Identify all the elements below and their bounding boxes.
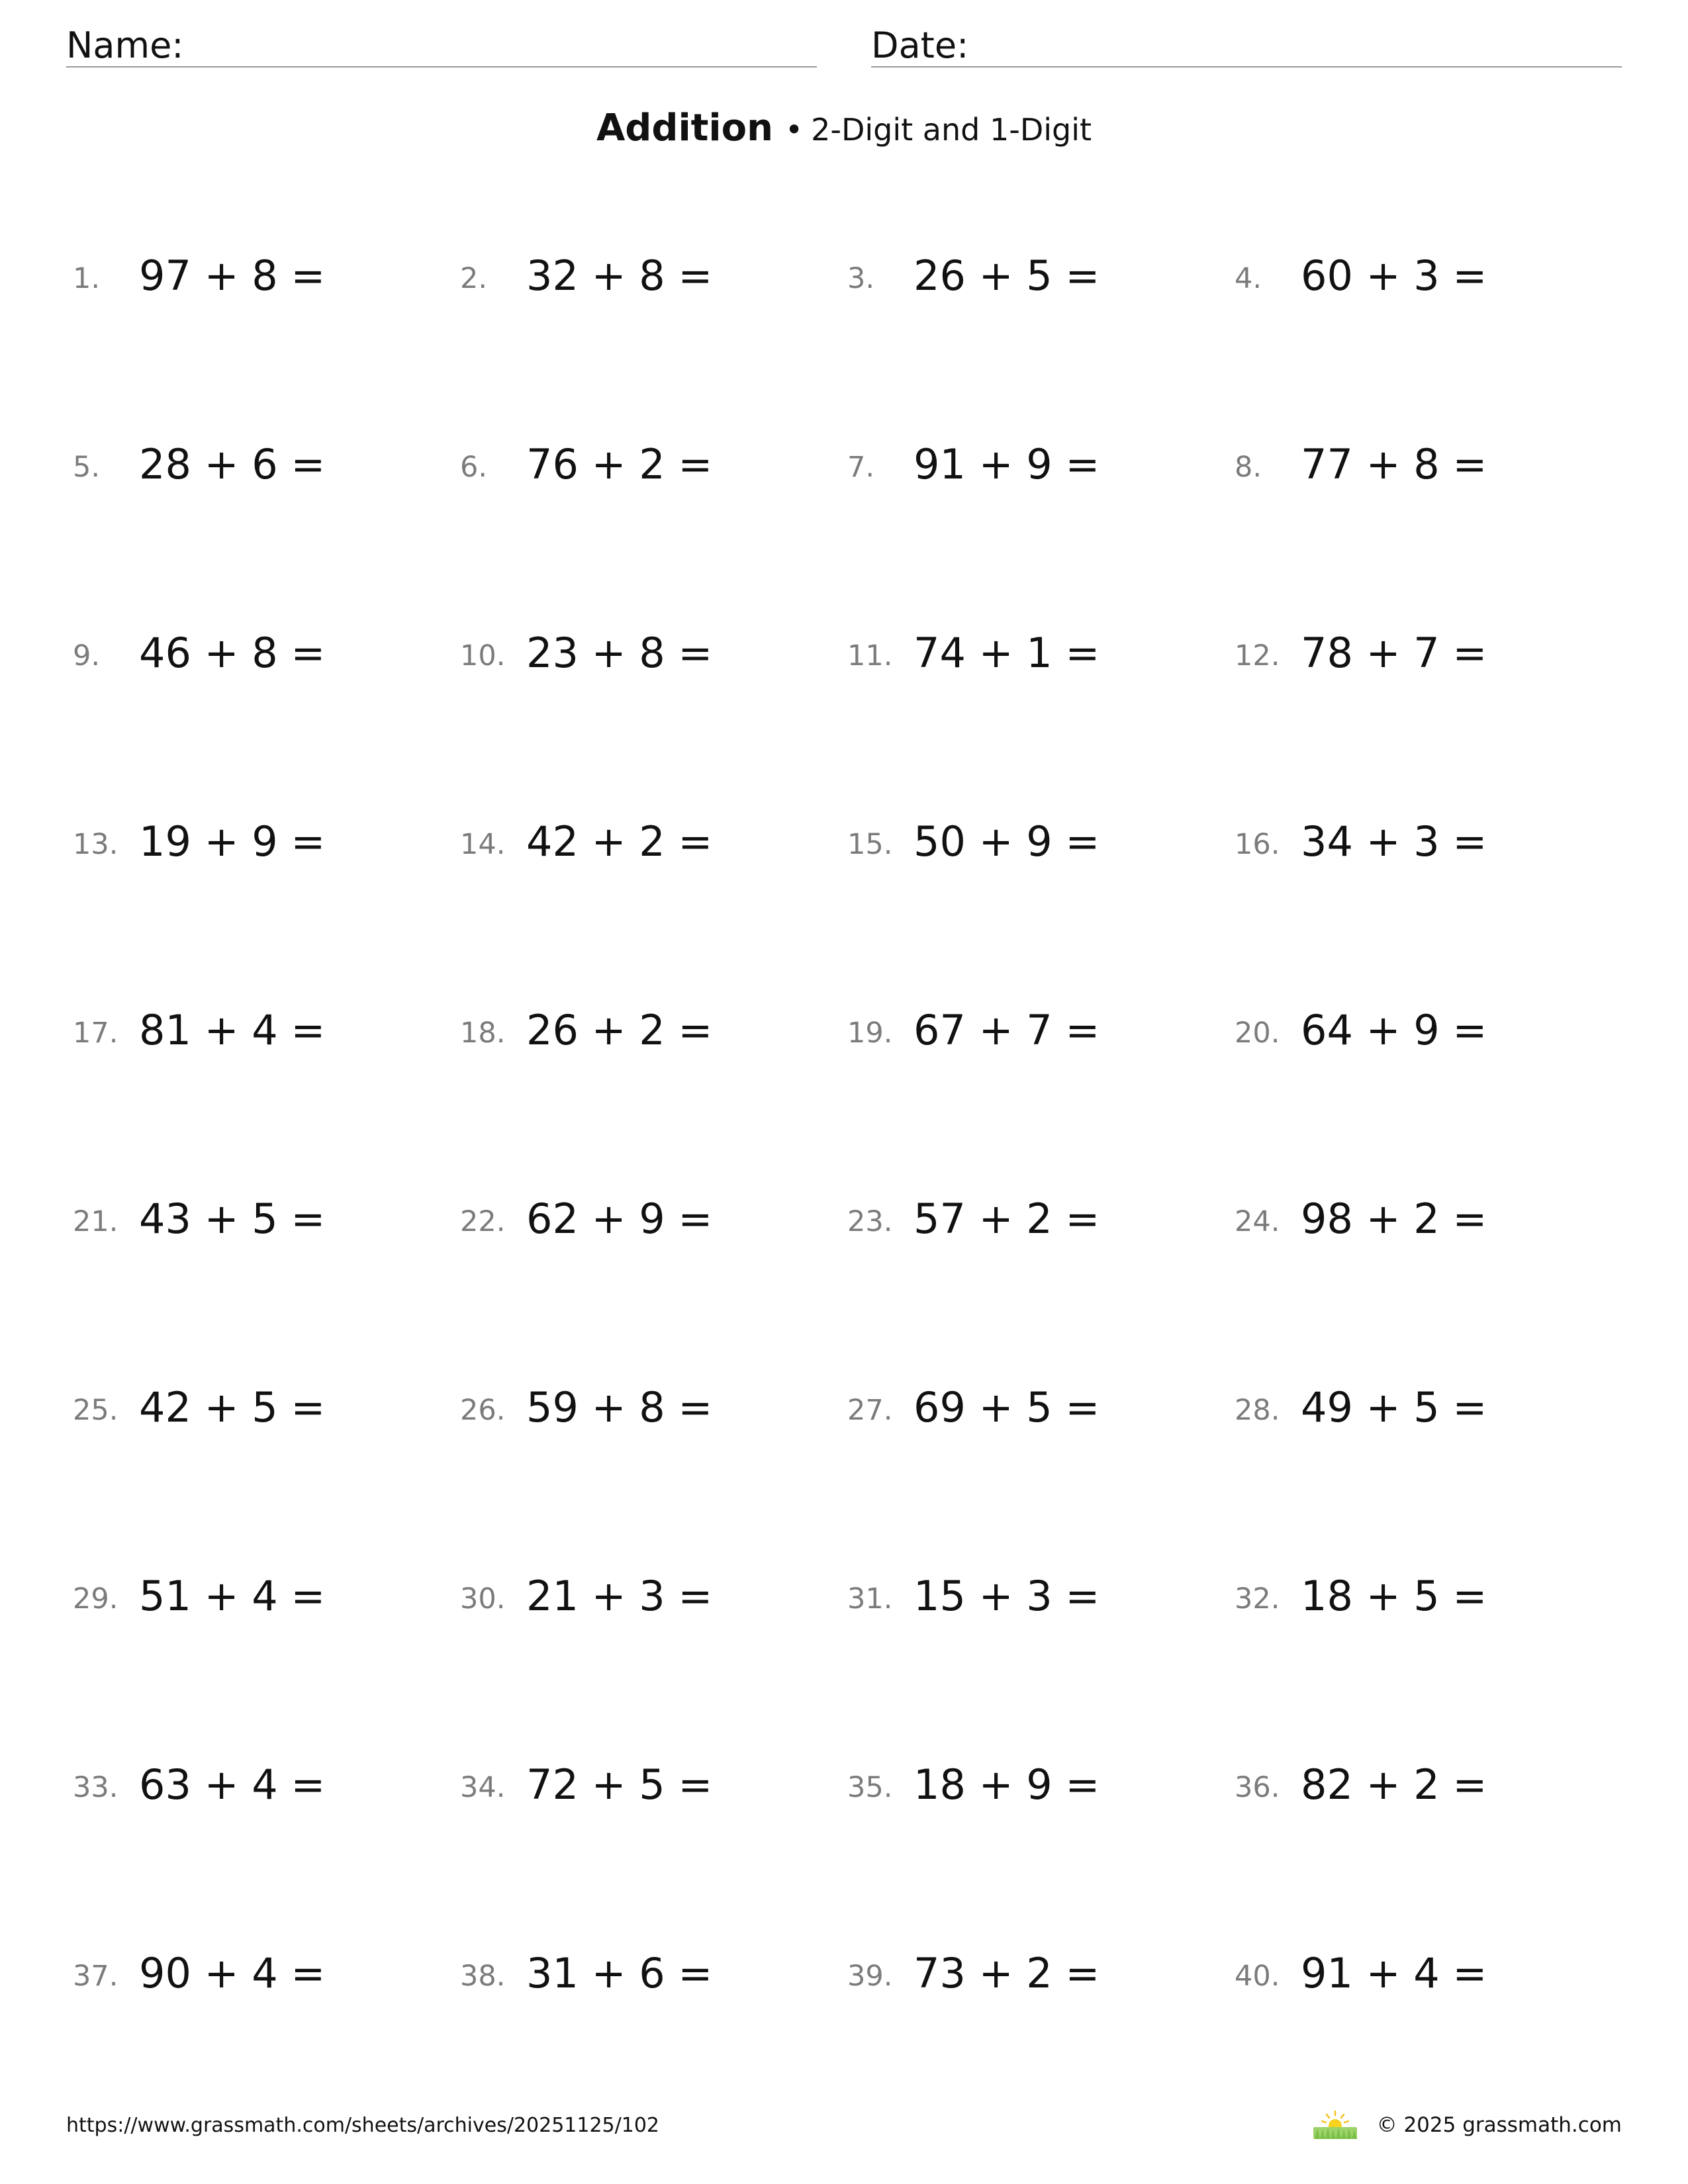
problem-number: 21.: [73, 1205, 118, 1238]
title-separator: •: [784, 112, 804, 148]
name-label: Name:: [66, 24, 184, 66]
problem-number: 7.: [847, 451, 875, 484]
problem-expression: 34 + 3 =: [1301, 817, 1487, 866]
problem-expression: 28 + 6 =: [139, 440, 326, 488]
problem-item: [1235, 420, 1622, 609]
problem-expression: 97 + 8 =: [139, 251, 326, 300]
problem-expression: 51 + 4 =: [139, 1572, 326, 1620]
problem-number: 39.: [847, 1960, 893, 1993]
problem-expression: 63 + 4 =: [139, 1760, 326, 1809]
problem-expression: 26 + 5 =: [914, 251, 1100, 300]
problem-expression: 43 + 5 =: [139, 1195, 326, 1243]
problem-expression: 15 + 3 =: [914, 1572, 1100, 1620]
problem-number: 28.: [1235, 1394, 1280, 1427]
problem-grid: [73, 232, 1622, 2118]
problem-expression: 57 + 2 =: [914, 1195, 1100, 1243]
problem-item: [460, 1175, 847, 1363]
problem-item: [73, 232, 460, 420]
problem-number: 1.: [73, 262, 101, 295]
problem-number: 31.: [847, 1582, 893, 1615]
problem-item: [847, 609, 1235, 797]
problem-expression: 69 + 5 =: [914, 1383, 1100, 1432]
problem-number: 32.: [1235, 1582, 1280, 1615]
problem-item: [460, 797, 847, 986]
problem-number: 25.: [73, 1394, 118, 1427]
problem-expression: 91 + 9 =: [914, 440, 1100, 488]
problem-expression: 59 + 8 =: [526, 1383, 713, 1432]
footer-url: https://www.grassmath.com/sheets/archives/20251125/102: [66, 2114, 660, 2137]
problem-number: 14.: [460, 828, 506, 861]
date-label: Date:: [871, 24, 969, 66]
problem-item: [73, 797, 460, 986]
problem-expression: 60 + 3 =: [1301, 251, 1487, 300]
problem-item: [1235, 1175, 1622, 1363]
problem-item: [460, 986, 847, 1175]
problem-expression: 74 + 1 =: [914, 629, 1100, 677]
problem-expression: 82 + 2 =: [1301, 1760, 1487, 1809]
problem-item: [460, 1741, 847, 1929]
problem-expression: 76 + 2 =: [526, 440, 713, 488]
problem-item: [847, 1363, 1235, 1552]
problem-expression: 78 + 7 =: [1301, 629, 1487, 677]
problem-expression: 21 + 3 =: [526, 1572, 713, 1620]
problem-item: [460, 1552, 847, 1741]
problem-number: 24.: [1235, 1205, 1280, 1238]
problem-item: [1235, 1741, 1622, 1929]
problem-item: [460, 1363, 847, 1552]
problem-expression: 64 + 9 =: [1301, 1006, 1487, 1054]
problem-number: 38.: [460, 1960, 506, 1993]
name-field[interactable]: [66, 20, 817, 68]
problem-number: 33.: [73, 1771, 118, 1804]
problem-expression: 98 + 2 =: [1301, 1195, 1487, 1243]
problem-item: [73, 1929, 460, 2118]
problem-item: [460, 1929, 847, 2118]
problem-expression: 90 + 4 =: [139, 1949, 326, 1997]
problem-number: 3.: [847, 262, 875, 295]
problem-number: 26.: [460, 1394, 506, 1427]
problem-item: [1235, 986, 1622, 1175]
problem-number: 22.: [460, 1205, 506, 1238]
problem-number: 10.: [460, 639, 506, 672]
problem-item: [847, 986, 1235, 1175]
problem-item: [73, 420, 460, 609]
problem-number: 18.: [460, 1017, 506, 1050]
problem-number: 16.: [1235, 828, 1280, 861]
problem-item: [73, 1363, 460, 1552]
problem-number: 9.: [73, 639, 101, 672]
problem-number: 5.: [73, 451, 101, 484]
problem-expression: 62 + 9 =: [526, 1195, 713, 1243]
problem-number: 35.: [847, 1771, 893, 1804]
problem-number: 30.: [460, 1582, 506, 1615]
problem-expression: 32 + 8 =: [526, 251, 713, 300]
title-subtitle: 2-Digit and 1-Digit: [811, 112, 1092, 148]
problem-item: [73, 1175, 460, 1363]
problem-number: 12.: [1235, 639, 1280, 672]
problem-expression: 42 + 2 =: [526, 817, 713, 866]
title-main: Addition: [596, 107, 773, 150]
problem-expression: 19 + 9 =: [139, 817, 326, 866]
date-field[interactable]: [871, 20, 1622, 68]
problem-expression: 42 + 5 =: [139, 1383, 326, 1432]
problem-item: [460, 609, 847, 797]
problem-expression: 18 + 5 =: [1301, 1572, 1487, 1620]
problem-number: 8.: [1235, 451, 1262, 484]
problem-expression: 23 + 8 =: [526, 629, 713, 677]
problem-number: 17.: [73, 1017, 118, 1050]
problem-item: [847, 1552, 1235, 1741]
problem-expression: 31 + 6 =: [526, 1949, 713, 1997]
problem-number: 2.: [460, 262, 488, 295]
problem-item: [460, 232, 847, 420]
problem-expression: 72 + 5 =: [526, 1760, 713, 1809]
problem-number: 6.: [460, 451, 488, 484]
problem-number: 36.: [1235, 1771, 1280, 1804]
problem-expression: 18 + 9 =: [914, 1760, 1100, 1809]
problem-number: 23.: [847, 1205, 893, 1238]
problem-item: [847, 797, 1235, 986]
problem-item: [73, 609, 460, 797]
problem-expression: 77 + 8 =: [1301, 440, 1487, 488]
worksheet-title: [0, 106, 1688, 150]
problem-item: [1235, 232, 1622, 420]
problem-number: 15.: [847, 828, 893, 861]
problem-number: 29.: [73, 1582, 118, 1615]
problem-number: 20.: [1235, 1017, 1280, 1050]
problem-number: 13.: [73, 828, 118, 861]
problem-expression: 73 + 2 =: [914, 1949, 1100, 1997]
problem-expression: 91 + 4 =: [1301, 1949, 1487, 1997]
grass-sun-logo-icon: [1312, 2110, 1358, 2140]
problem-item: [1235, 1929, 1622, 2118]
problem-number: 34.: [460, 1771, 506, 1804]
problem-item: [847, 1741, 1235, 1929]
problem-expression: 67 + 7 =: [914, 1006, 1100, 1054]
problem-number: 37.: [73, 1960, 118, 1993]
problem-item: [847, 1175, 1235, 1363]
problem-number: 4.: [1235, 262, 1262, 295]
problem-item: [1235, 609, 1622, 797]
problem-item: [1235, 1552, 1622, 1741]
problem-expression: 26 + 2 =: [526, 1006, 713, 1054]
problem-number: 19.: [847, 1017, 893, 1050]
problem-item: [1235, 797, 1622, 986]
problem-expression: 50 + 9 =: [914, 817, 1100, 866]
problem-item: [460, 420, 847, 609]
problem-expression: 81 + 4 =: [139, 1006, 326, 1054]
problem-expression: 46 + 8 =: [139, 629, 326, 677]
problem-item: [1235, 1363, 1622, 1552]
problem-number: 11.: [847, 639, 893, 672]
problem-number: 40.: [1235, 1960, 1280, 1993]
problem-item: [847, 420, 1235, 609]
copyright-text: © 2025 grassmath.com: [1376, 2113, 1622, 2137]
problem-number: 27.: [847, 1394, 893, 1427]
problem-item: [73, 1741, 460, 1929]
problem-item: [73, 1552, 460, 1741]
problem-expression: 49 + 5 =: [1301, 1383, 1487, 1432]
problem-item: [847, 232, 1235, 420]
problem-item: [847, 1929, 1235, 2118]
problem-item: [73, 986, 460, 1175]
footer-brand: [1312, 2109, 1622, 2142]
